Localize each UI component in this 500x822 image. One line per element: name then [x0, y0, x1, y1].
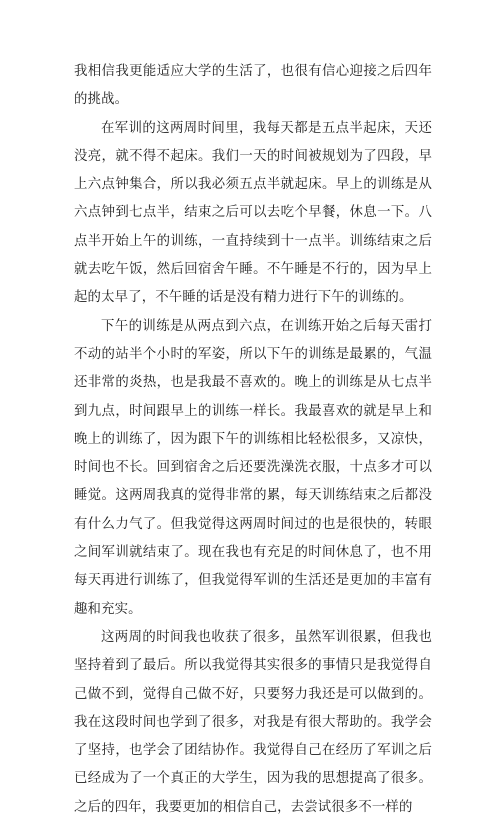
paragraph-4: 这两周的时间我也收获了很多，虽然军训很累，但我也坚持着到了最后。所以我觉得其实很多的事情只是我觉得自己做不到，觉得自己做不好，只要努力我还是可以做到的。我在这段时间也学到了很多，对我是有很大帮助的。我学会了坚持，也学会了团结协作。我觉得自己在经历了军训之后已经成为了一个真正的大学生，因为我的思想提高了很多。之后的四年，我要更加的相信自己，去尝试很多不一样的	[74, 629, 432, 815]
paragraph-1: 我相信我更能适应大学的生活了，也很有信心迎接之后四年的挑战。	[74, 64, 432, 108]
document-body	[74, 58, 432, 822]
paragraph-3: 下午的训练是从两点到六点，在训练开始之后每天雷打不动的站半个小时的军姿，所以下午的训练是最累的，气温还非常的炎热，也是我最不喜欢的。晚上的训练是从七点半到九点，时间跟早上的训练一样长。我最喜欢的就是早上和晚上的训练了，因为跟下午的训练相比轻松很多，又凉快，时间也不长。回到宿舍之后还要洗澡洗衣服，十点多才可以睡觉。这两周我真的觉得非常的累，每天训练结束之后都没有什么力气了。但我觉得这两周时间过的也是很快的，转眼之间军训就结束了。现在我也有充足的时间休息了，也不用每天再进行训练了，但我觉得军训的生活还是更加的丰富有趣和充实。	[74, 318, 432, 617]
paragraph-2: 在军训的这两周时间里，我每天都是五点半起床，天还没亮，就不得不起床。我们一天的时间被规划为了四段，早上六点钟集合，所以我必须五点半就起床。早上的训练是从六点钟到七点半，结束之后可以去吃个早餐，休息一下。八点半开始上午的训练，一直持续到十一点半。训练结束之后就去吃午饭，然后回宿舍午睡。不午睡是不行的，因为早上起的太早了，不午睡的话是没有精力进行下午的训练的。	[74, 120, 432, 306]
